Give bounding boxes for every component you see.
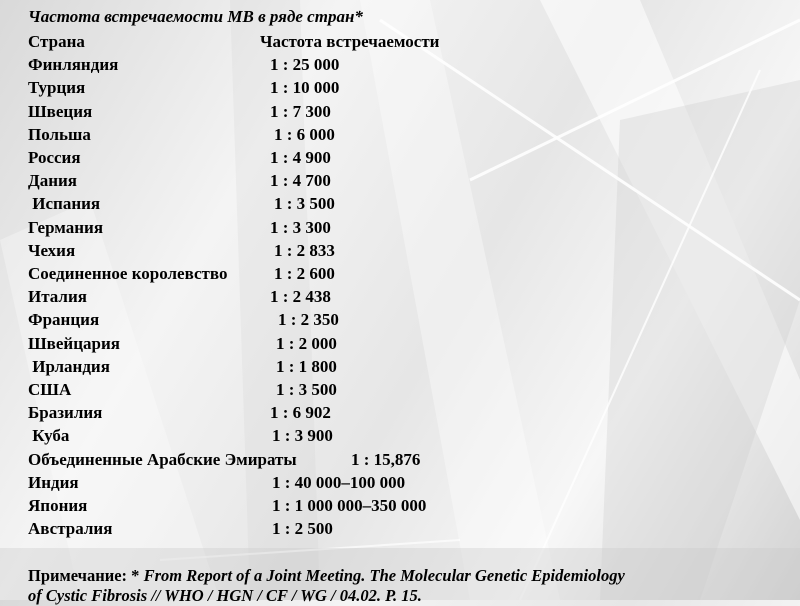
table-row <box>28 310 339 330</box>
frequency-value: 1 : 6 000 <box>274 124 335 144</box>
frequency-value: 1 : 3 500 <box>274 194 335 214</box>
country-name: Швеция <box>28 101 93 121</box>
footnote-citation-1: From Report of a Joint Meeting. The Molecular Genetic Epidemiology <box>143 565 625 585</box>
table-row <box>28 380 337 400</box>
frequency-value: 1 : 2 000 <box>276 333 337 353</box>
table-row <box>28 101 331 122</box>
table-row <box>28 287 331 307</box>
table-row <box>28 426 333 446</box>
table-row <box>28 264 335 284</box>
country-name: Россия <box>28 148 81 167</box>
country-name: Объединенные Арабские Эмираты <box>28 449 297 469</box>
footnote-label: Примечание: * <box>28 565 140 585</box>
table-row <box>28 194 335 214</box>
table-row <box>28 496 427 516</box>
table-row <box>28 171 331 191</box>
table-row <box>28 449 421 470</box>
frequency-value: 1 : 6 902 <box>270 403 331 423</box>
country-name: Бразилия <box>28 403 103 423</box>
table-row <box>28 356 337 377</box>
frequency-value: 1 : 25 000 <box>270 55 340 75</box>
header-frequency: Частота встречаемости <box>260 32 440 51</box>
footnote-line-1 <box>28 566 625 586</box>
frequency-value: 1 : 3 500 <box>276 380 337 399</box>
country-name: Финляндия <box>28 55 119 75</box>
country-name: Индия <box>28 472 79 492</box>
country-name: Германия <box>28 217 104 237</box>
table-row <box>28 217 331 238</box>
frequency-value: 1 : 2 833 <box>274 240 335 260</box>
frequency-value: 1 : 4 700 <box>270 171 331 191</box>
frequency-value: 1 : 2 438 <box>270 287 331 307</box>
table-row <box>28 333 337 354</box>
frequency-value: 1 : 7 300 <box>270 101 331 121</box>
country-name: Австралия <box>28 519 113 539</box>
country-name: Чехия <box>28 240 76 260</box>
table-row <box>28 78 340 98</box>
table-row <box>28 148 331 168</box>
frequency-value: 1 : 2 600 <box>274 264 335 283</box>
frequency-value: 1 : 1 000 000–350 000 <box>272 496 427 515</box>
footnote-line-2 <box>28 586 422 606</box>
page-title: Частота встречаемости МВ в ряде стран* <box>28 7 363 26</box>
frequency-value: 1 : 3 900 <box>272 426 333 446</box>
table-header <box>28 32 440 52</box>
frequency-value: 1 : 15,876 <box>351 449 421 469</box>
frequency-value: 1 : 2 350 <box>278 310 339 330</box>
header-country: Страна <box>28 32 85 51</box>
frequency-value: 1 : 1 800 <box>276 356 337 376</box>
country-name: Испания <box>28 194 101 214</box>
frequency-value: 1 : 4 900 <box>270 148 331 167</box>
country-name: Ирландия <box>28 356 110 376</box>
frequency-value: 1 : 40 000–100 000 <box>272 472 406 492</box>
footnote-citation-2: of Cystic Fibrosis // WHO / HGN / CF / WG / 04.02. P. 15. <box>28 585 422 605</box>
country-name: Италия <box>28 287 87 307</box>
country-name: Дания <box>28 171 77 191</box>
country-name: Турция <box>28 78 86 98</box>
country-name: Польша <box>28 124 91 144</box>
frequency-value: 1 : 2 500 <box>272 519 333 539</box>
country-name: США <box>28 380 72 399</box>
country-name: Франция <box>28 310 100 330</box>
frequency-value: 1 : 3 300 <box>270 217 331 237</box>
country-name: Япония <box>28 496 88 515</box>
country-name: Куба <box>28 426 70 446</box>
country-name: Швейцария <box>28 333 120 353</box>
table-row <box>28 124 335 145</box>
table-row <box>28 519 333 539</box>
table-row <box>28 403 331 423</box>
country-name: Соединенное королевство <box>28 264 228 283</box>
table-row <box>28 472 406 493</box>
table-row <box>28 240 335 261</box>
frequency-value: 1 : 10 000 <box>270 78 340 98</box>
table-row <box>28 55 340 75</box>
